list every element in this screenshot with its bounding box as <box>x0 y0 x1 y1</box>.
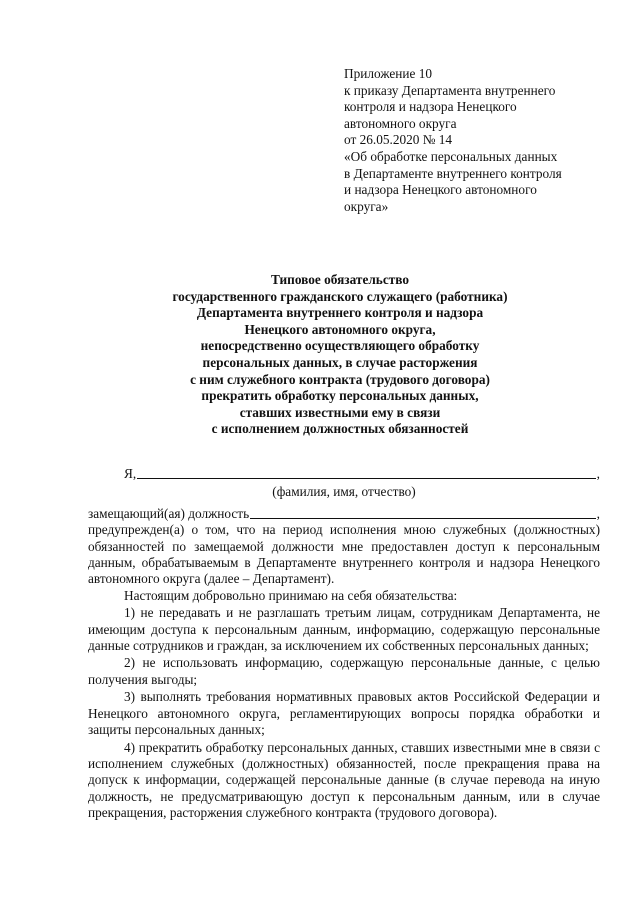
obligation-item: 4) прекратить обработку персональных данных, ставших известными мне в связи с исполнением служебных (должностных) обязанностей, после прекращения права на допуск к информации, содержащей персональные данные (в случае перевода на иную должность, не предусматривающую доступ к персональным данным, или в случае прекращения, расторжения служебного контракта (трудового договора). <box>88 739 600 821</box>
title-line: Департамента внутреннего контроля и надзора <box>196 305 484 321</box>
name-field-row <box>88 466 600 482</box>
title-line: с исполнением должностных обязанностей <box>211 421 469 437</box>
appendix-line: автономного округа <box>344 115 457 131</box>
title-line: государственного гражданского служащего (работника) <box>172 288 508 304</box>
title-line: непосредственно осуществляющего обработку <box>200 338 480 354</box>
title-line: прекратить обработку персональных данных, <box>201 388 479 404</box>
obligations-intro: Настоящим добровольно принимаю на себя обязательства: <box>124 587 458 603</box>
warning-paragraph: предупрежден(а) о том, что на период исполнения мною служебных (должностных) обязанностей по замещаемой должности мне предоставлен доступ к персональным данным, обрабатываемым в Департаменте внутреннего контроля и надзора Ненецкого автономного округа (далее – Департамент). <box>88 522 600 587</box>
title-line: персональных данных, в случае расторжения <box>202 354 478 370</box>
obligation-item: 1) не передавать и не разглашать третьим лицам, сотрудникам Департамента, не имеющим доступа к персональным данным, информацию, содержащую персональные данные сотрудников и граждан, за исключением их собственных персональных данных; <box>88 605 600 654</box>
appendix-line: и надзора Ненецкого автономного <box>344 182 537 198</box>
obligation-item: 2) не использовать информацию, содержащую персональные данные, с целью получения выгоды; <box>88 655 600 687</box>
appendix-line: в Департаменте внутреннего контроля <box>344 165 562 181</box>
name-field-end: , <box>596 466 600 481</box>
appendix-line: контроля и надзора Ненецкого <box>344 99 517 115</box>
appendix-line: «Об обработке персональных данных <box>344 148 558 164</box>
document-title <box>70 272 610 438</box>
position-field-row <box>88 506 600 522</box>
position-field-end: , <box>596 505 600 521</box>
obligation-item: 3) выполнять требования нормативных правовых актов Российской Федерации и Ненецкого автономного округа, регламентирующих вопросы порядка обработки и защиты персональных данных; <box>88 689 600 738</box>
position-blank-line[interactable] <box>250 506 596 519</box>
title-line: ставших известными ему в связи <box>239 404 441 420</box>
appendix-line: Приложение 10 <box>344 66 432 81</box>
appendix-line: округа» <box>344 198 389 214</box>
fio-hint: (фамилия, имя, отчество) <box>272 484 416 500</box>
appendix-line: к приказу Департамента внутреннего <box>344 82 556 98</box>
name-field-label: Я, <box>124 466 137 481</box>
appendix-line: от 26.05.2020 № 14 <box>344 132 453 148</box>
document-body <box>88 466 600 823</box>
appendix-reference <box>344 66 604 215</box>
position-field-label: замещающий(ая) должность <box>88 505 250 521</box>
title-line: Ненецкого автономного округа, <box>244 321 436 337</box>
title-line: Типовое обязательство <box>270 272 410 287</box>
title-line: с ним служебного контракта (трудового договора) <box>190 371 490 387</box>
name-blank-line[interactable] <box>137 466 595 479</box>
